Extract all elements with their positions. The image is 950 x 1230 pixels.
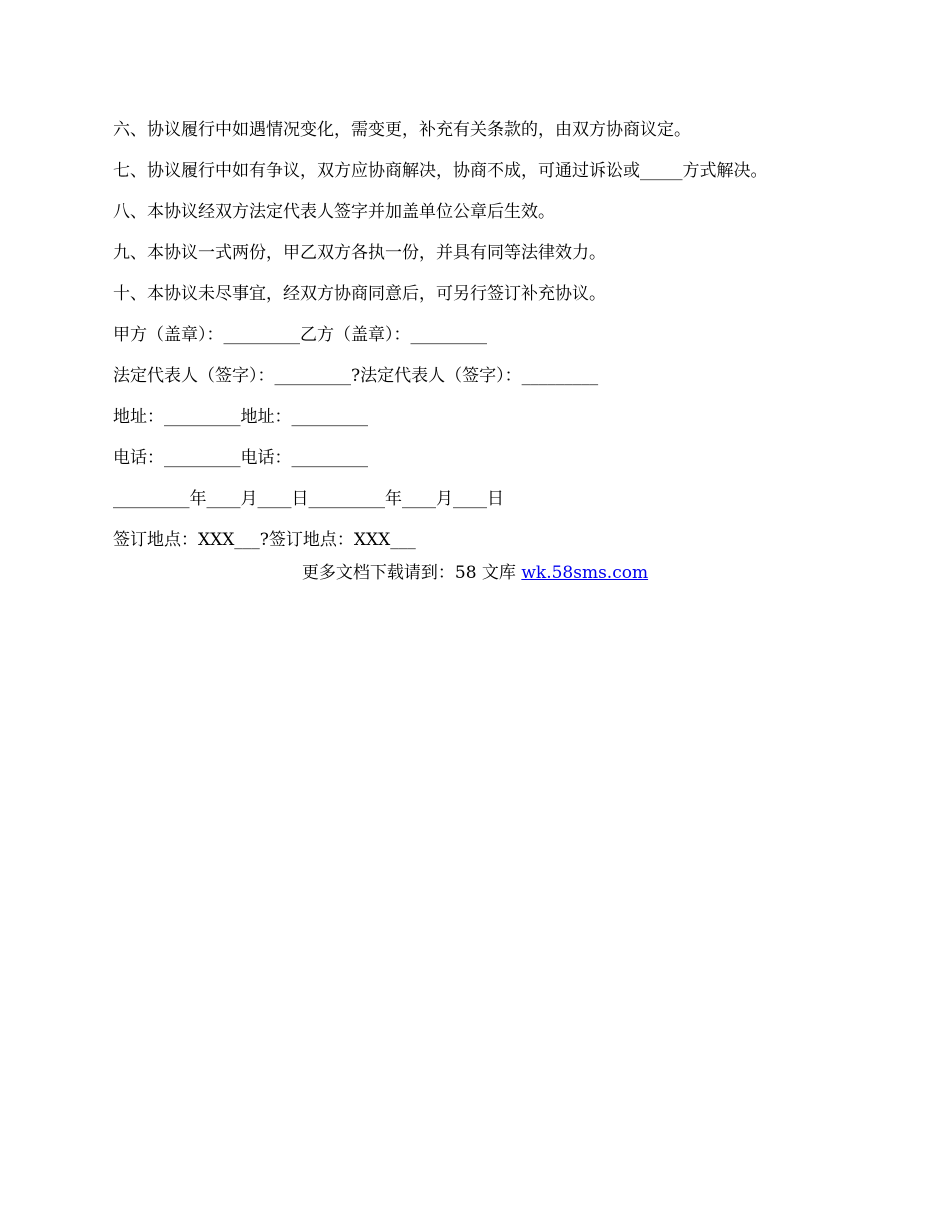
- document-body: [113, 110, 853, 561]
- representative-line: 法定代表人（签字）：_________?法定代表人（签字）：_________: [113, 366, 599, 386]
- clause-9: 九、本协议一式两份，甲乙双方各执一份，并具有同等法律效力。: [113, 243, 606, 263]
- clause-8: 八、本协议经双方法定代表人签字并加盖单位公章后生效。: [113, 202, 555, 222]
- footer-link[interactable]: wk.58sms.com: [521, 563, 649, 583]
- seal-line: 甲方（盖章）：_________乙方（盖章）：_________: [113, 325, 487, 345]
- footer-text: 更多文档下载请到：58 文库: [301, 563, 522, 583]
- footer: [0, 559, 950, 587]
- signing-place-line: 签订地点：XXX___?签订地点：XXX___: [113, 530, 416, 550]
- clause-10: 十、本协议未尽事宜，经双方协商同意后，可另行签订补充协议。: [113, 284, 606, 304]
- address-line: 地址：_________地址：_________: [113, 407, 368, 427]
- clause-6: 六、协议履行中如遇情况变化，需变更，补充有关条款的，由双方协商议定。: [113, 120, 691, 140]
- phone-line: 电话：_________电话：_________: [113, 448, 368, 468]
- clause-7: 七、协议履行中如有争议，双方应协商解决，协商不成，可通过诉讼或_____方式解决。: [113, 161, 768, 181]
- date-line: _________年____月____日_________年____月____日: [113, 489, 504, 509]
